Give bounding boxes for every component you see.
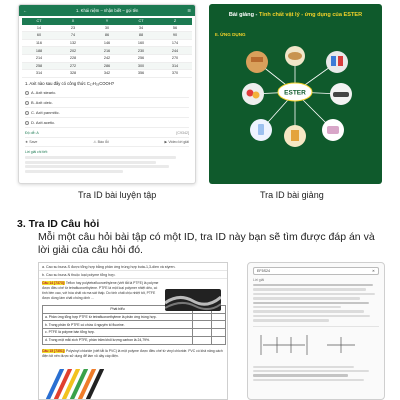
question-text: 1. Axit nào sau đây có công thức C₁₇H₃₃COOH?	[25, 80, 115, 86]
question-code: [C9342]	[176, 130, 189, 135]
table-cell: 30	[90, 25, 124, 32]
table-cell: 146	[90, 39, 124, 47]
statement-b: b. Cao su buna-N thuộc loại polyme tổng hợp.	[39, 271, 227, 279]
answer-label: Lời giải	[253, 278, 265, 282]
table-cell: 86	[90, 32, 124, 40]
table-cell: 242	[90, 54, 124, 62]
action-bar	[25, 137, 189, 147]
tf-row	[43, 313, 226, 321]
table-row	[22, 39, 192, 47]
tf-row	[43, 321, 226, 329]
answer-option[interactable]: C. Axit panmitic.	[25, 108, 189, 118]
answer-option[interactable]: A. Axit stearic.	[25, 88, 189, 98]
tf-answer-cell[interactable]	[211, 313, 225, 321]
table-header-cell: Z	[158, 18, 192, 25]
table-cell: 202	[56, 47, 90, 55]
table-cell: 258	[22, 62, 56, 70]
table-cell: 34	[124, 25, 158, 32]
table-cell: 300	[124, 62, 158, 70]
statement-a: a. Cao su buna-S được tổng hợp bằng phản ứng trùng hợp buta-1,3-dien và styren.	[39, 263, 227, 271]
table-header-cell: CT	[22, 18, 56, 25]
question-id-highlight: Câu 14 [7373]:	[42, 281, 65, 285]
table-header-cell: Y	[90, 18, 124, 25]
solution-heading: Lời giải chi tiết:	[25, 149, 48, 154]
table-cell: 270	[158, 54, 192, 62]
ester-application-diagram	[209, 44, 382, 184]
difficulty-label: Độ dễ: A	[25, 130, 39, 135]
table-row	[22, 47, 192, 55]
practice-header-title: 1. Khái niệm – nhận biết – gọi tên	[76, 8, 139, 13]
question-paragraph-2: Câu 15 [7351]: Polyvinyl chloride (viết tắt là PVC) là một polyme được điều chế từ vinyl chloride. PVC có khả năng cách điện tốt nên được sử dụng để làm vỏ dây cáp điện.	[42, 348, 223, 358]
table-cell: 90	[158, 32, 192, 40]
radio-icon	[25, 91, 29, 95]
lecture-screenshot	[209, 4, 382, 184]
caption-practice: Tra ID bài luyện tập	[78, 190, 157, 200]
list-icon[interactable]: ☰	[187, 8, 191, 13]
lecture-section-heading: II. ỨNG DỤNG	[215, 32, 246, 37]
table-cell: 60	[22, 32, 56, 40]
table-cell: 314	[22, 70, 56, 78]
tf-header-cell: Phát biểu	[43, 305, 193, 313]
lecture-title: Bài giảng - Tính chất vật lý - ứng dụng của ESTER	[228, 12, 363, 18]
table-cell: 256	[124, 54, 158, 62]
section-description: Mỗi một câu hỏi bài tập có một ID, tra ID này bạn sẽ tìm được đáp án và lời giải của câu hỏi đó.	[38, 231, 375, 256]
solution-block	[25, 150, 189, 173]
table-cell: 314	[158, 62, 192, 70]
tf-statement: c. PTFE là polyme bán tổng hợp.	[43, 329, 193, 337]
table-cell: 370	[158, 70, 192, 78]
structure-formula-image	[253, 331, 381, 359]
table-row	[22, 25, 192, 32]
video-solution-button[interactable]: ▶ Video lời giải	[164, 139, 189, 144]
table-cell: 328	[56, 70, 90, 78]
section-heading: 3. Tra ID Câu hỏi	[17, 218, 100, 230]
close-icon[interactable]: ✕	[371, 269, 375, 273]
table-cell: 216	[90, 47, 124, 55]
table-cell: 56	[158, 25, 192, 32]
practice-header	[19, 5, 195, 16]
cable-image	[42, 369, 226, 399]
tf-statement: a. Phản ứng tổng hợp PTFE từ tetrafluoroethylene là phản ứng trùng hợp.	[43, 313, 193, 321]
table-row	[22, 54, 192, 62]
question-id-highlight-2: Câu 15 [7351]:	[42, 348, 65, 353]
table-cell: 74	[56, 32, 90, 40]
table-cell: 88	[124, 32, 158, 40]
table-cell: 23	[56, 25, 90, 32]
tf-answer-cell[interactable]	[193, 329, 212, 337]
table-cell: 230	[124, 47, 158, 55]
table-cell: 214	[22, 54, 56, 62]
tf-answer-cell[interactable]	[211, 336, 225, 344]
tf-row	[43, 329, 226, 337]
table-cell: 174	[158, 39, 192, 47]
table-cell: 356	[124, 70, 158, 78]
answer-option[interactable]: B. Axit oleic.	[25, 98, 189, 108]
teflon-image	[165, 289, 221, 311]
table-row	[22, 32, 192, 40]
mass-table	[22, 18, 192, 78]
table-row	[22, 70, 192, 78]
table-cell: 116	[22, 39, 56, 47]
back-arrow-icon[interactable]: ←	[23, 8, 27, 13]
answer-screenshot	[247, 262, 385, 400]
table-cell: 286	[90, 62, 124, 70]
tf-statement: d. Trong một mắt xích PTFE, phần trăm khối lượng carbon là 24,79%.	[43, 336, 193, 344]
question-paragraph: Câu 14 [7373]: Teflon hay polytetrafluoroethylene (viết tắt là PTFE) là polyme được điều chế từ tetrafluoroethylene. PTFE là một loại polymer nhiệt dẻo, có tính bền cao, với hóa chất và ma sát thấp. Do tính chất chịu nhiệt tốt, PTFE được dùng làm chất chống dính ...	[42, 281, 159, 300]
table-header-cell: X	[56, 18, 90, 25]
save-button[interactable]: ★ Save	[25, 139, 38, 144]
table-row	[22, 62, 192, 70]
table-cell: 244	[158, 47, 192, 55]
table-cell: 132	[56, 39, 90, 47]
tf-answer-cell[interactable]	[211, 329, 225, 337]
table-cell: 342	[90, 70, 124, 78]
radio-icon	[25, 111, 29, 115]
tf-answer-cell[interactable]	[193, 313, 212, 321]
tf-row	[43, 336, 226, 344]
id-search-input[interactable]: EF5S24 ✕	[253, 267, 379, 275]
tf-answer-cell[interactable]	[193, 321, 212, 329]
tf-statement: b. Trong phân tử PTFE có chứa 4 nguyên tố fluorine.	[43, 321, 193, 329]
answer-option[interactable]: D. Axit acetic.	[25, 118, 189, 128]
table-cell: 160	[124, 39, 158, 47]
ester-center-label: ESTER	[284, 89, 306, 97]
table-cell: 228	[56, 54, 90, 62]
caption-lecture: Tra ID bài giảng	[260, 190, 324, 200]
table-cell: 14	[22, 25, 56, 32]
radio-icon	[25, 121, 29, 125]
practice-screenshot	[18, 4, 196, 184]
answer-text	[253, 284, 379, 322]
tf-answer-cell[interactable]	[211, 321, 225, 329]
paint-image	[326, 51, 348, 73]
question-document-screenshot	[38, 262, 228, 400]
question-meta	[25, 131, 189, 135]
tf-answer-cell[interactable]	[193, 336, 212, 344]
radio-icon	[25, 101, 29, 105]
report-button[interactable]: ⚠ Báo lỗi	[93, 139, 109, 144]
table-header-cell: CT	[124, 18, 158, 25]
answer-text-2	[253, 366, 379, 382]
table-cell: 272	[56, 62, 90, 70]
table-cell: 188	[22, 47, 56, 55]
